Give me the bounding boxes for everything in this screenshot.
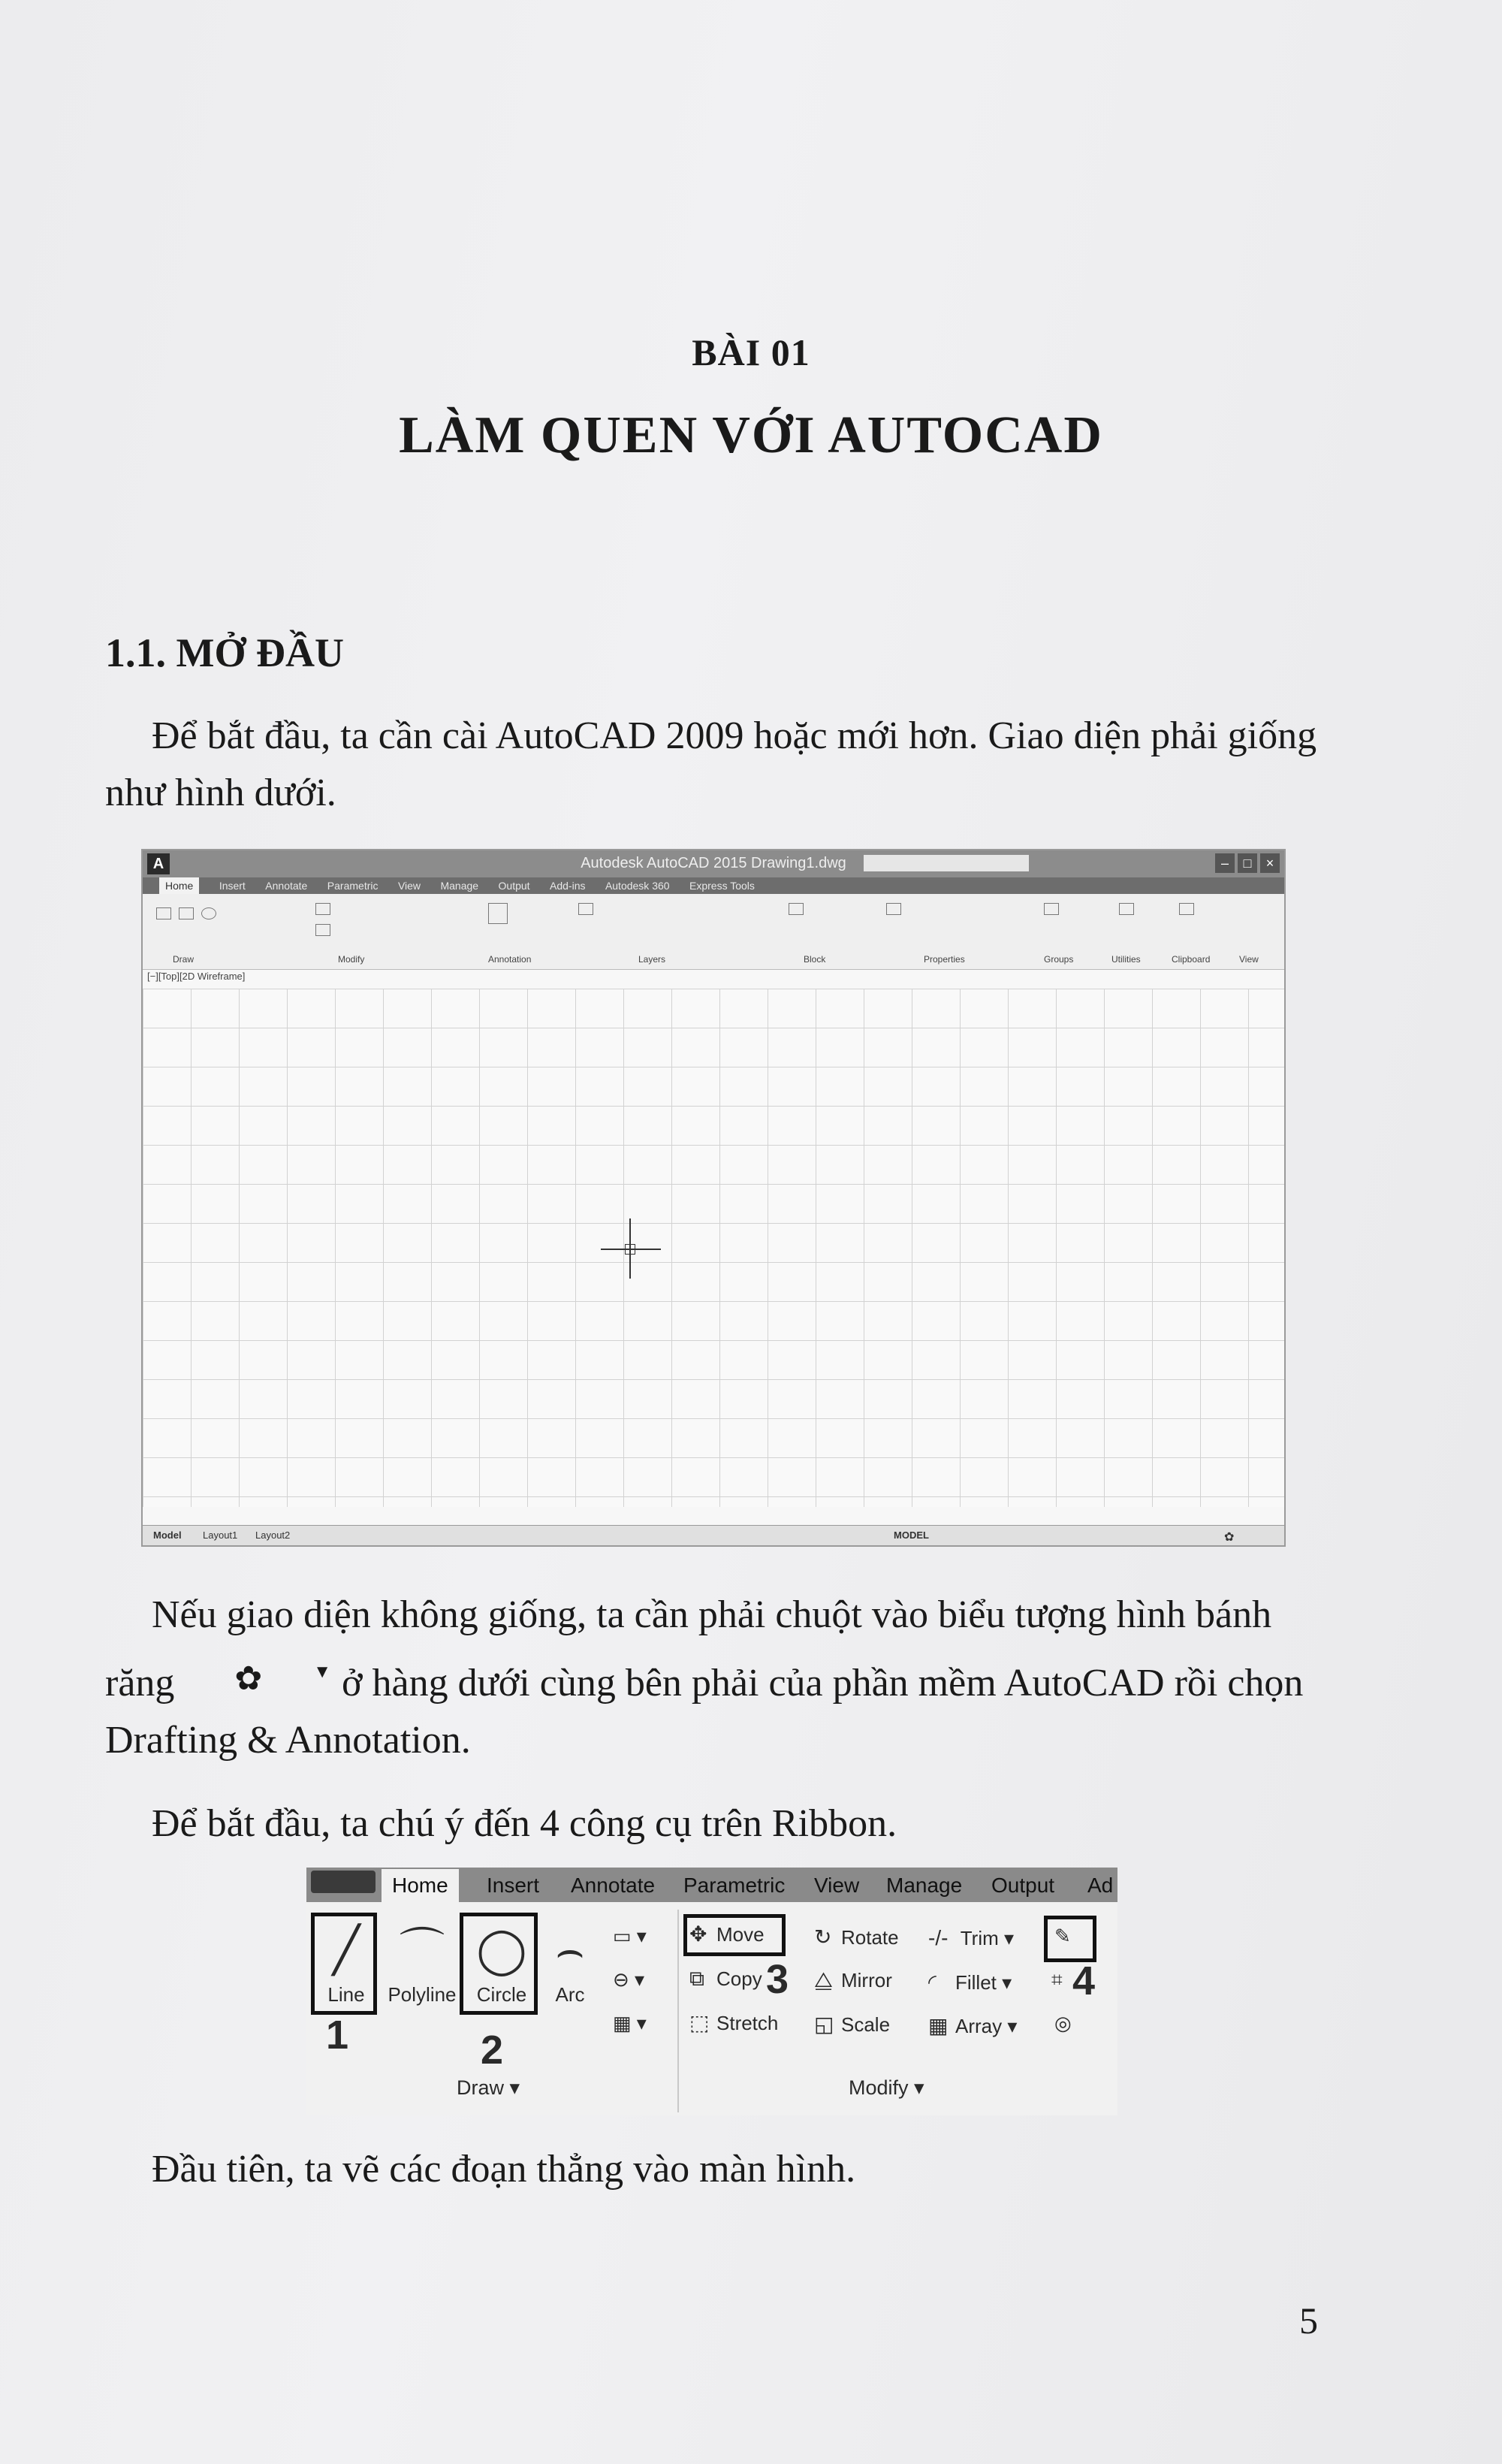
acad-group-modify: Modify (338, 954, 365, 965)
group-separator (677, 1910, 679, 2112)
polyline-button (380, 1917, 464, 2007)
mirror-tool-icon: ⧋ (814, 1968, 833, 1991)
acad-tab-view: View (397, 880, 421, 892)
first-step-paragraph: Đầu tiên, ta vẽ các đoạn thẳng vào màn hình. (152, 2148, 856, 2191)
mirror-button-label: Mirror (841, 1969, 892, 1991)
fillet-tool-icon: ◜ (928, 1970, 936, 1994)
circle-icon (201, 907, 216, 919)
maximize-icon: □ (1238, 853, 1257, 873)
ribbon-tab-home: Home (382, 1869, 459, 1902)
move-tool-icon: ✥ (689, 1922, 707, 1946)
circle-tool-icon: ◯ (476, 1925, 527, 1975)
acad-group-groups: Groups (1044, 954, 1074, 965)
stretch-button-label: Stretch (716, 2012, 779, 2034)
line-tool-icon: ╱ (332, 1925, 360, 1975)
marker-box-4 (1044, 1916, 1096, 1962)
acad-ribbon-tabs (143, 877, 1284, 894)
autocad-screenshot (141, 849, 1286, 1547)
layout-tab-model: Model (153, 1529, 182, 1541)
polyline-button-label: Polyline (388, 1983, 457, 2006)
array-button-label: Array (955, 2015, 1003, 2037)
ribbon-tab-insert: Insert (487, 1874, 540, 1897)
rotate-button-label: Rotate (841, 1926, 899, 1949)
ellipse-icon: ⊖ ▾ (613, 1968, 645, 1991)
marker-box-1 (311, 1913, 377, 2015)
copy-tool-icon: ⧉ (689, 1967, 704, 1990)
minimize-icon: – (1215, 853, 1235, 873)
acad-title-bar (143, 850, 1284, 877)
fillet-button-label: Fillet (955, 1971, 997, 1994)
intro-paragraph: Để bắt đầu, ta cần cài AutoCAD 2009 hoặc mới hơn. Giao diện phải giống như hình dưới. (105, 714, 1317, 814)
insert-block-icon (789, 903, 804, 915)
polyline-icon (179, 907, 194, 919)
draw-group-label: Draw ▾ (457, 2076, 520, 2099)
rectangle-icon: ▭ ▾ (613, 1925, 647, 1947)
move-button-label: Move (716, 1923, 765, 1946)
stretch-tool-icon: ⬚ (689, 2011, 710, 2034)
trim-tool-icon: -/- (928, 1926, 949, 1949)
modify-group-label: Modify ▾ (849, 2076, 924, 2099)
acad-tab-addins: Add-ins (550, 880, 586, 892)
array-button: ▦ Array ▾ (928, 2014, 1018, 2037)
ribbon-intro-paragraph: Để bắt đầu, ta chú ý đến 4 công cụ trên Ribbon. (152, 1802, 897, 1845)
acad-tab-output: Output (498, 880, 530, 892)
ribbon-tab-addins: Ad (1087, 1874, 1114, 1897)
acad-tab-insert: Insert (219, 880, 246, 892)
arc-button-label: Arc (555, 1983, 585, 2006)
dropdown-arrow-icon: ▼ (313, 1662, 332, 1682)
marker-number-4: 4 (1072, 1958, 1096, 2004)
autocad-logo-icon: A (147, 853, 170, 874)
stretch-button (689, 2010, 778, 2035)
ribbon-tab-parametric: Parametric (683, 1874, 786, 1897)
ribbon-tab-output: Output (991, 1874, 1055, 1897)
acad-window-title: Autodesk AutoCAD 2015 Drawing1.dwg (581, 855, 846, 871)
acad-group-annotation: Annotation (488, 954, 532, 965)
paste-icon (1179, 903, 1194, 915)
acad-status-bar (143, 1525, 1284, 1545)
gear-icon: ✿ (234, 1660, 263, 1697)
layout-tab-layout1: Layout1 (203, 1529, 238, 1541)
crosshair-pickbox (625, 1244, 635, 1255)
acad-tab-home: Home (159, 877, 199, 894)
acad-tab-annotate: Annotate (265, 880, 308, 892)
copy-button (689, 1967, 762, 1991)
erase-icon: ✎ (1054, 1925, 1071, 1947)
fillet-button: ◜ Fillet ▾ (928, 1970, 1012, 1994)
hatch-icon: ▦ ▾ (613, 2012, 647, 2034)
marker-box-3 (683, 1914, 786, 1956)
polyline-tool-icon: ⌒ (400, 1925, 445, 1975)
rotate-tool-icon: ↻ (814, 1925, 832, 1949)
acad-group-utilities: Utilities (1111, 954, 1141, 965)
ribbon-tab-annotate: Annotate (571, 1874, 656, 1897)
acad-viewport-label: [−][Top][2D Wireframe] (147, 971, 246, 982)
trim-button: -/- Trim ▾ (928, 1926, 1015, 1949)
marker-number-3: 3 (766, 1957, 789, 2002)
copy-icon (315, 924, 330, 936)
layout-tab-layout2: Layout2 (255, 1529, 291, 1541)
move-icon (315, 903, 330, 915)
trim-button-label: Trim (960, 1927, 999, 1949)
status-model-label: MODEL (894, 1529, 929, 1541)
ribbon-closeup (306, 1868, 1117, 2115)
mirror-button (814, 1968, 892, 1993)
page-number: 5 (1299, 2299, 1318, 2342)
acad-group-clipboard: Clipboard (1172, 954, 1211, 965)
group-icon (1044, 903, 1059, 915)
scale-button-label: Scale (841, 2013, 891, 2036)
scale-tool-icon: ◱ (814, 2013, 834, 2036)
status-gear-icon: ✿ (1224, 1531, 1235, 1544)
measure-icon (1119, 903, 1134, 915)
text-icon (488, 903, 508, 924)
marker-box-2 (460, 1913, 538, 2015)
acad-group-layers: Layers (638, 954, 666, 965)
application-menu-icon (311, 1871, 376, 1893)
acad-drawing-area (143, 989, 1284, 1507)
marker-number-2: 2 (481, 2028, 504, 2073)
lesson-title: LÀM QUEN VỚI AUTOCAD (399, 406, 1103, 464)
scale-button (814, 2012, 890, 2037)
acad-tab-parametric: Parametric (327, 880, 379, 892)
line-icon (156, 907, 171, 919)
close-icon: × (1260, 853, 1280, 873)
acad-ribbon-panel (143, 894, 1284, 970)
acad-group-properties: Properties (924, 954, 965, 965)
acad-group-block: Block (804, 954, 826, 965)
gear-paragraph (105, 1587, 1322, 1769)
arc-tool-icon: ⌢ (555, 1925, 585, 1975)
draw-group-text: Draw (457, 2076, 505, 2099)
gear-paragraph-start: Nếu giao diện không giống, ta cần phải chuột vào biểu tượng hình bánh răng (105, 1593, 1272, 1705)
acad-group-draw: Draw (173, 954, 195, 965)
match-properties-icon (886, 903, 901, 915)
ribbon-tab-manage: Manage (886, 1874, 963, 1897)
rotate-button (814, 1925, 899, 1949)
line-button-label: Line (327, 1983, 365, 2006)
ribbon-tab-view: View (814, 1874, 860, 1897)
offset-icon: ◎ (1054, 2012, 1072, 2034)
acad-search-box (864, 855, 1029, 871)
explode-icon: ⌗ (1051, 1968, 1063, 1991)
section-heading: 1.1. MỞ ĐẦU (105, 630, 344, 675)
modify-group-text: Modify (849, 2076, 909, 2099)
arc-button (541, 1917, 599, 2007)
acad-tab-express: Express Tools (689, 880, 755, 892)
acad-tab-a360: Autodesk 360 (605, 880, 670, 892)
acad-tab-manage: Manage (440, 880, 479, 892)
ribbon-tab-bar (306, 1868, 1117, 1902)
acad-group-view: View (1239, 954, 1259, 965)
gear-paragraph-end: ở hàng dưới cùng bên phải của phần mềm AutoCAD rồi chọn Drafting & Annotation. (105, 1662, 1304, 1762)
lesson-number: BÀI 01 (692, 331, 810, 373)
array-tool-icon: ▦ (928, 2014, 949, 2037)
marker-number-1: 1 (326, 2013, 349, 2058)
circle-button-label: Circle (476, 1983, 527, 2006)
copy-button-label: Copy (716, 1967, 762, 1990)
layer-icon (578, 903, 593, 915)
